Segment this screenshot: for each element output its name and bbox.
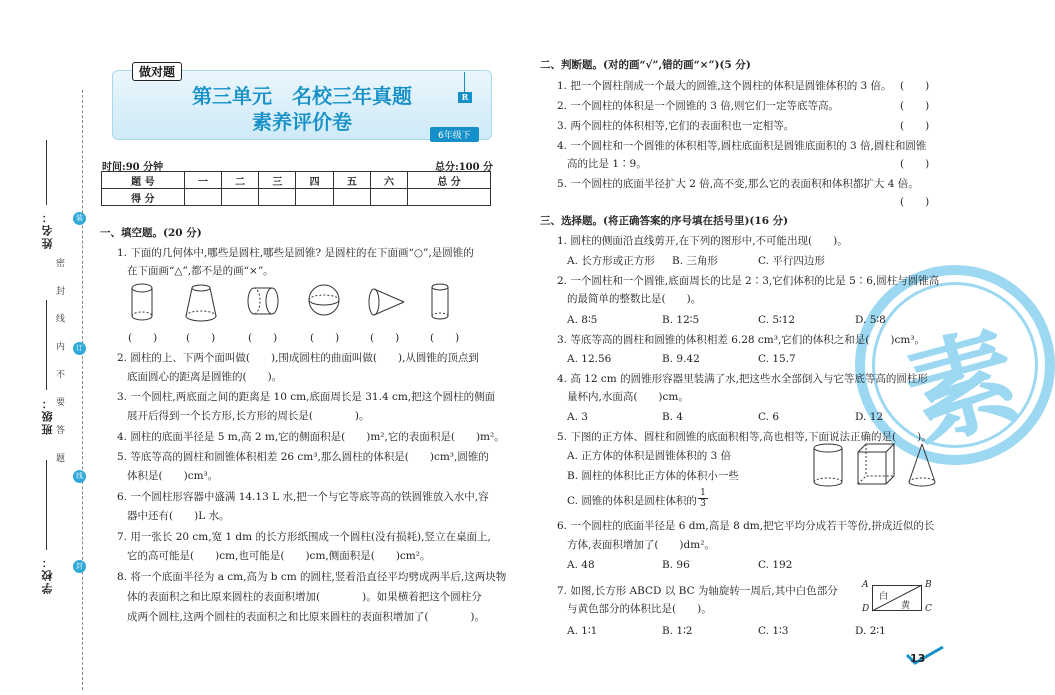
cylinder-shape [132,284,152,320]
question-text: 2. 圆柱的上、下两个面叫做( ),围成圆柱的曲面叫做( ),从圆锥的顶点到 [117,352,479,364]
score-header-row [102,172,491,189]
question-text: 6. 一个圆柱形容器中盛满 14.13 L 水,把一个与它等底等高的铁圆锥放入水中,容 [117,491,489,503]
answer-blank[interactable]: ( ) [248,332,278,344]
score-input-cell[interactable] [184,189,221,206]
question-text: 的最简单的整数比是( )。 [567,293,702,305]
question-text: 3. 一个圆柱,两底面之间的距离是 10 cm,底面周长是 31.4 cm,把这个圆柱的侧面 [117,391,496,403]
vertex-label: D [862,604,870,614]
question-text: 3. 等底等高的圆柱和圆锥的体积相差 6.28 cm³,它们的体积之和是( )cm³。 [557,334,926,346]
answer-blank[interactable]: ( ) [900,196,930,208]
score-input-cell[interactable] [222,189,259,206]
question-text: 5. 一个圆柱的底面半径扩大 2 倍,高不变,那么它的表面积和体积都扩大 4 倍。 [557,178,919,190]
option[interactable]: A. 1∶1 [567,625,598,637]
question-text: 7. 如图,长方形 ABCD 以 BC 为轴旋转一周后,其中白色部分 [557,585,838,597]
score-cell: 二 [222,172,259,189]
fraction-denominator: 3 [700,499,706,509]
option[interactable]: B. 1∶2 [662,625,693,637]
option[interactable]: C. 6 [758,411,780,423]
grade-badge: 6年级下 [430,127,479,142]
section-heading: 二、判断题。(对的画“√”,错的画“×”)(5 分) [540,59,751,71]
score-input-cell[interactable] [259,189,296,206]
score-cell: 总 分 [408,172,491,189]
option[interactable]: B. 圆柱的体积比正方体的体积小一些 [567,470,739,482]
question-text: 1. 把一个圆柱削成一个最大的圆锥,这个圆柱的体积是圆锥体积的 3 倍。 [557,80,892,92]
answer-blank[interactable]: ( ) [370,332,400,344]
name-label: 姓名： [41,210,54,249]
option[interactable]: C. 192 [758,559,793,571]
score-cell: 三 [259,172,296,189]
question-text: 4. 一个圆柱和一个圆锥的体积相等,圆柱底面积是圆锥底面积的 3 倍,圆柱和圆锥 [557,140,927,152]
question-text: 4. 圆柱的底面半径是 5 m,高 2 m,它的侧面积是( )m²,它的表面积是( )m²。 [117,431,505,443]
cone-shape [909,444,935,486]
score-cell: 六 [370,172,407,189]
option[interactable]: C. 平行四边形 [758,255,825,267]
cylinder-shape [814,444,842,486]
vertex-label: A [862,580,869,590]
school-label: 学校： [41,555,54,594]
fraction [698,488,708,509]
vertex-label: B [925,580,932,590]
class-line[interactable] [46,300,47,390]
option[interactable]: B. 12∶5 [662,314,700,326]
answer-blank[interactable]: ( ) [900,158,930,170]
name-line[interactable] [46,140,47,205]
question-text: 4. 高 12 cm 的圆锥形容器里装满了水,把这些水全部倒入与它等底等高的圆柱形 [557,373,928,385]
option[interactable]: D. 12 [855,411,884,423]
seal-dot: 订 [73,342,86,355]
option[interactable]: A. 12.56 [567,353,612,365]
answer-blank[interactable]: ( ) [900,100,930,112]
tall-cylinder-shape [432,284,448,319]
score-input-cell[interactable] [296,189,333,206]
score-input-cell[interactable] [333,189,370,206]
question-text: 高的比是 1∶9。 [567,158,647,170]
option[interactable]: D. 5∶8 [855,314,886,326]
score-cell: 四 [296,172,333,189]
option[interactable]: D. 2∶1 [855,625,886,637]
option[interactable]: B. 4 [662,411,684,423]
score-table [101,171,491,206]
option[interactable]: B. 96 [662,559,690,571]
question-text: 6. 一个圆柱的底面半径是 6 dm,高是 8 dm,把它平均分成若干等份,拼成近似的长 [557,520,935,532]
seal-dot: 封 [73,560,86,573]
frustum-shape [186,285,216,321]
solids-figure [812,442,942,492]
seal-dot: 线 [73,470,86,483]
solid-shapes [128,282,488,324]
vertex-label: C [925,604,932,614]
total-label: 总分:100 分 [435,162,494,173]
answer-blank[interactable]: ( ) [310,332,340,344]
badge-string [464,72,465,92]
class-label: 班级： [41,396,54,435]
question-text: 2. 一个圆柱和一个圆锥,底面周长的比是 2∶3,它们体积的比是 5∶6,圆柱与圆锥高 [557,275,940,287]
score-value-row [102,189,491,206]
section-heading: 三、选择题。(将正确答案的序号填在括号里)(16 分) [540,215,789,227]
question-text: 展开后得到一个长方形,长方形的周长是( )。 [127,410,370,422]
page-subtitle: 素养评价卷 [252,110,352,134]
page-title: 第三单元 名校三年真题 [192,84,412,108]
score-cell: 题 号 [102,172,185,189]
cone-shape [369,289,404,315]
score-cell: 五 [333,172,370,189]
score-input-cell[interactable] [370,189,407,206]
option[interactable]: B. 9.42 [662,353,700,365]
score-cell: 得 分 [102,189,185,206]
question-text: 方体,表面积增加了( )dm²。 [567,539,715,551]
school-line[interactable] [46,460,47,550]
question-text: 3. 两个圆柱的体积相等,它们的表面积也一定相等。 [557,120,795,132]
option[interactable]: A. 3 [567,411,588,423]
fraction-numerator: 1 [698,488,708,499]
option[interactable]: A. 正方体的体积是圆锥体积的 3 倍 [567,450,732,462]
answer-blank[interactable]: ( ) [186,332,216,344]
question-text: 1. 圆柱的侧面沿直线剪开,在下列的图形中,不可能出现( )。 [557,235,848,247]
score-cell: 一 [184,172,221,189]
edition-badge: R [458,92,472,103]
lying-cylinder-shape [248,288,278,314]
time-label: 时间:90 分钟 [102,162,164,173]
question-text: 1. 下面的几何体中,哪些是圆柱,哪些是圆锥? 是圆柱的在下面画“○”,是圆锥的 [117,247,474,259]
white-region-label: 白 [879,592,889,602]
answer-blank[interactable]: ( ) [900,120,930,132]
section-heading: 一、填空题。(20 分) [100,227,202,239]
seal-dot: 装 [73,212,86,225]
score-input-cell[interactable] [408,189,491,206]
watermark-char: 素 [892,310,1033,464]
option[interactable]: A. 48 [567,559,595,571]
answer-blank[interactable]: ( ) [430,332,460,344]
question-text: 在下面画“△”,都不是的画“×”。 [127,265,274,277]
yellow-region-label: 黄 [901,601,911,611]
binding-margin [0,0,92,695]
seal-dashed-line [82,90,83,690]
option[interactable]: C. 圆锥的体积是圆柱体积的 [567,495,697,507]
question-text: 与黄色部分的体积比是( )。 [567,603,712,615]
cube-shape [858,444,894,484]
question-text: 7. 用一张长 20 cm,宽 1 dm 的长方形纸围成一个圆柱(没有损耗),竖立在桌面上, [117,531,491,543]
question-text: 5. 等底等高的圆柱和圆锥体积相差 26 cm³,那么圆柱的体积是( )cm³,圆锥的 [117,451,489,463]
question-text: 8. 将一个底面半径为 a cm,高为 b cm 的圆柱,竖着沿直径平均劈成两半后,这两块物 [117,571,507,583]
page-number: 13 [910,652,926,665]
brand-tag: 做对题 [132,62,182,81]
question-text: 体积是( )cm³。 [127,470,219,482]
seal-text: 密 封 线 内 不 要 答 题 [54,258,64,471]
option[interactable]: C. 5∶12 [758,314,796,326]
rectangle-figure [872,585,922,611]
question-text: 器中还有( )L 水。 [127,510,230,522]
question-text: 2. 一个圆柱的体积是一个圆锥的 3 倍,则它们一定等底等高。 [557,100,840,112]
question-text: 体的表面积之和比原来圆柱的表面积增加( )。如果横着把这个圆柱分 [127,591,482,603]
answer-blank[interactable]: ( ) [900,80,930,92]
option[interactable]: A. 8∶5 [567,314,598,326]
option[interactable]: C. 15.7 [758,353,796,365]
question-text: 它的高可能是( )cm,也可能是( )cm,侧面积是( )cm²。 [127,550,431,562]
option[interactable]: C. 1∶3 [758,625,789,637]
question-text: 5. 下图的正方体、圆柱和圆锥的底面积相等,高也相等,下面说法正确的是( )。 [557,431,932,443]
option[interactable]: A. 长方形或正方形 [567,255,655,267]
question-text: 底面圆心的距离是圆锥的( )。 [127,371,283,383]
question-text: 成两个圆柱,这两个圆柱的表面积之和比原来圆柱的表面积增加了( )。 [127,611,486,623]
option[interactable]: B. 三角形 [672,255,718,267]
sphere-shape [309,285,339,315]
question-text: 量杯内,水面高( )cm。 [567,391,689,403]
answer-blank[interactable]: ( ) [128,332,158,344]
